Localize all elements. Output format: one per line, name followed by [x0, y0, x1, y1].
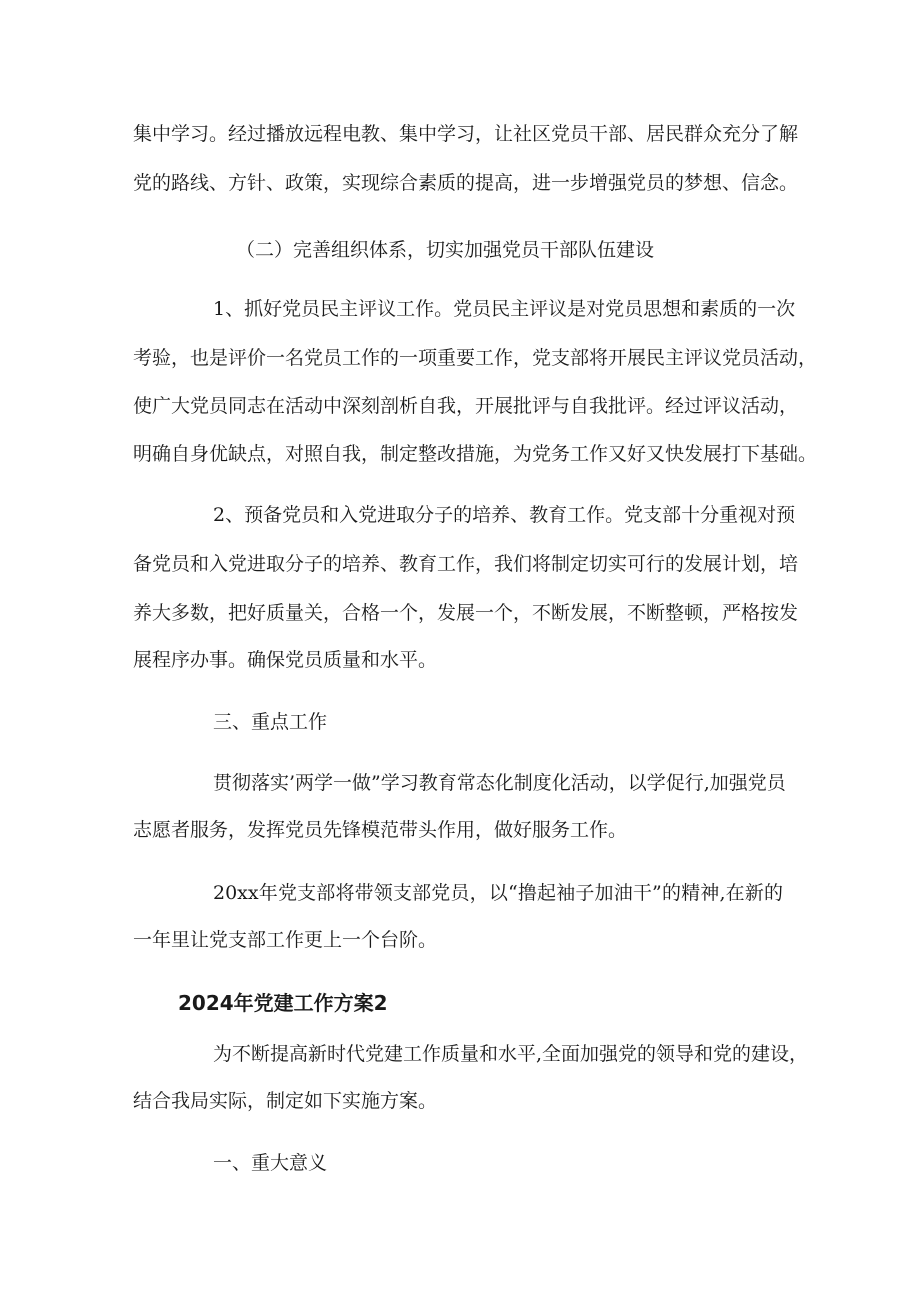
paragraph-line: 集中学习。经过播放远程电教、集中学习，让社区党员干部、居民群众充分了解	[133, 123, 799, 145]
document-title: 2024年党建工作方案2	[178, 991, 388, 1015]
paragraph-line: 2、预备党员和入党进取分子的培养、教育工作。党支部十分重视对预	[213, 504, 796, 526]
paragraph-line: 明确自身优缺点，对照自我，制定整改措施，为党务工作又好又快发展打下基础。	[133, 443, 818, 465]
paragraph-line: 志愿者服务，发挥党员先锋模范带头作用，做好服务工作。	[133, 819, 628, 841]
paragraph-line: 展程序办事。确保党员质量和水平。	[133, 649, 438, 671]
paragraph-line: 党的路线、方针、政策，实现综合素质的提高，进一步增强党员的梦想、信念。	[133, 172, 799, 194]
paragraph-line: 使广大党员同志在活动中深刻剖析自我，开展批评与自我批评。经过评议活动，	[133, 395, 799, 417]
section-heading: 三、重点工作	[213, 711, 328, 733]
paragraph-line: 贯彻落实’两学一做”学习教育常态化制度化活动，以学促行,加强党员	[213, 772, 786, 794]
paragraph-line: 1、抓好党员民主评议工作。党员民主评议是对党员思想和素质的一次	[213, 298, 796, 320]
paragraph-line: 结合我局实际，制定如下实施方案。	[133, 1090, 438, 1112]
section-heading: （二）完善组织体系，切实加强党员干部队伍建设	[236, 239, 655, 261]
paragraph-line: 20xx年党支部将带领支部党员，以“撸起袖子加油干”的精神,在新的	[213, 882, 783, 904]
paragraph-line: 养大多数，把好质量关，合格一个，发展一个，不断发展，不断整顿，严格按发	[133, 602, 799, 624]
paragraph-line: 为不断提高新时代党建工作质量和水平,全面加强党的领导和党的建设，	[213, 1043, 809, 1065]
paragraph-line: 备党员和入党进取分子的培养、教育工作，我们将制定切实可行的发展计划，培	[133, 553, 799, 575]
section-heading: 一、重大意义	[213, 1152, 328, 1174]
paragraph-line: 一年里让党支部工作更上一个台阶。	[133, 929, 438, 951]
paragraph-line: 考验，也是评价一名党员工作的一项重要工作，党支部将开展民主评议党员活动，	[133, 347, 818, 369]
